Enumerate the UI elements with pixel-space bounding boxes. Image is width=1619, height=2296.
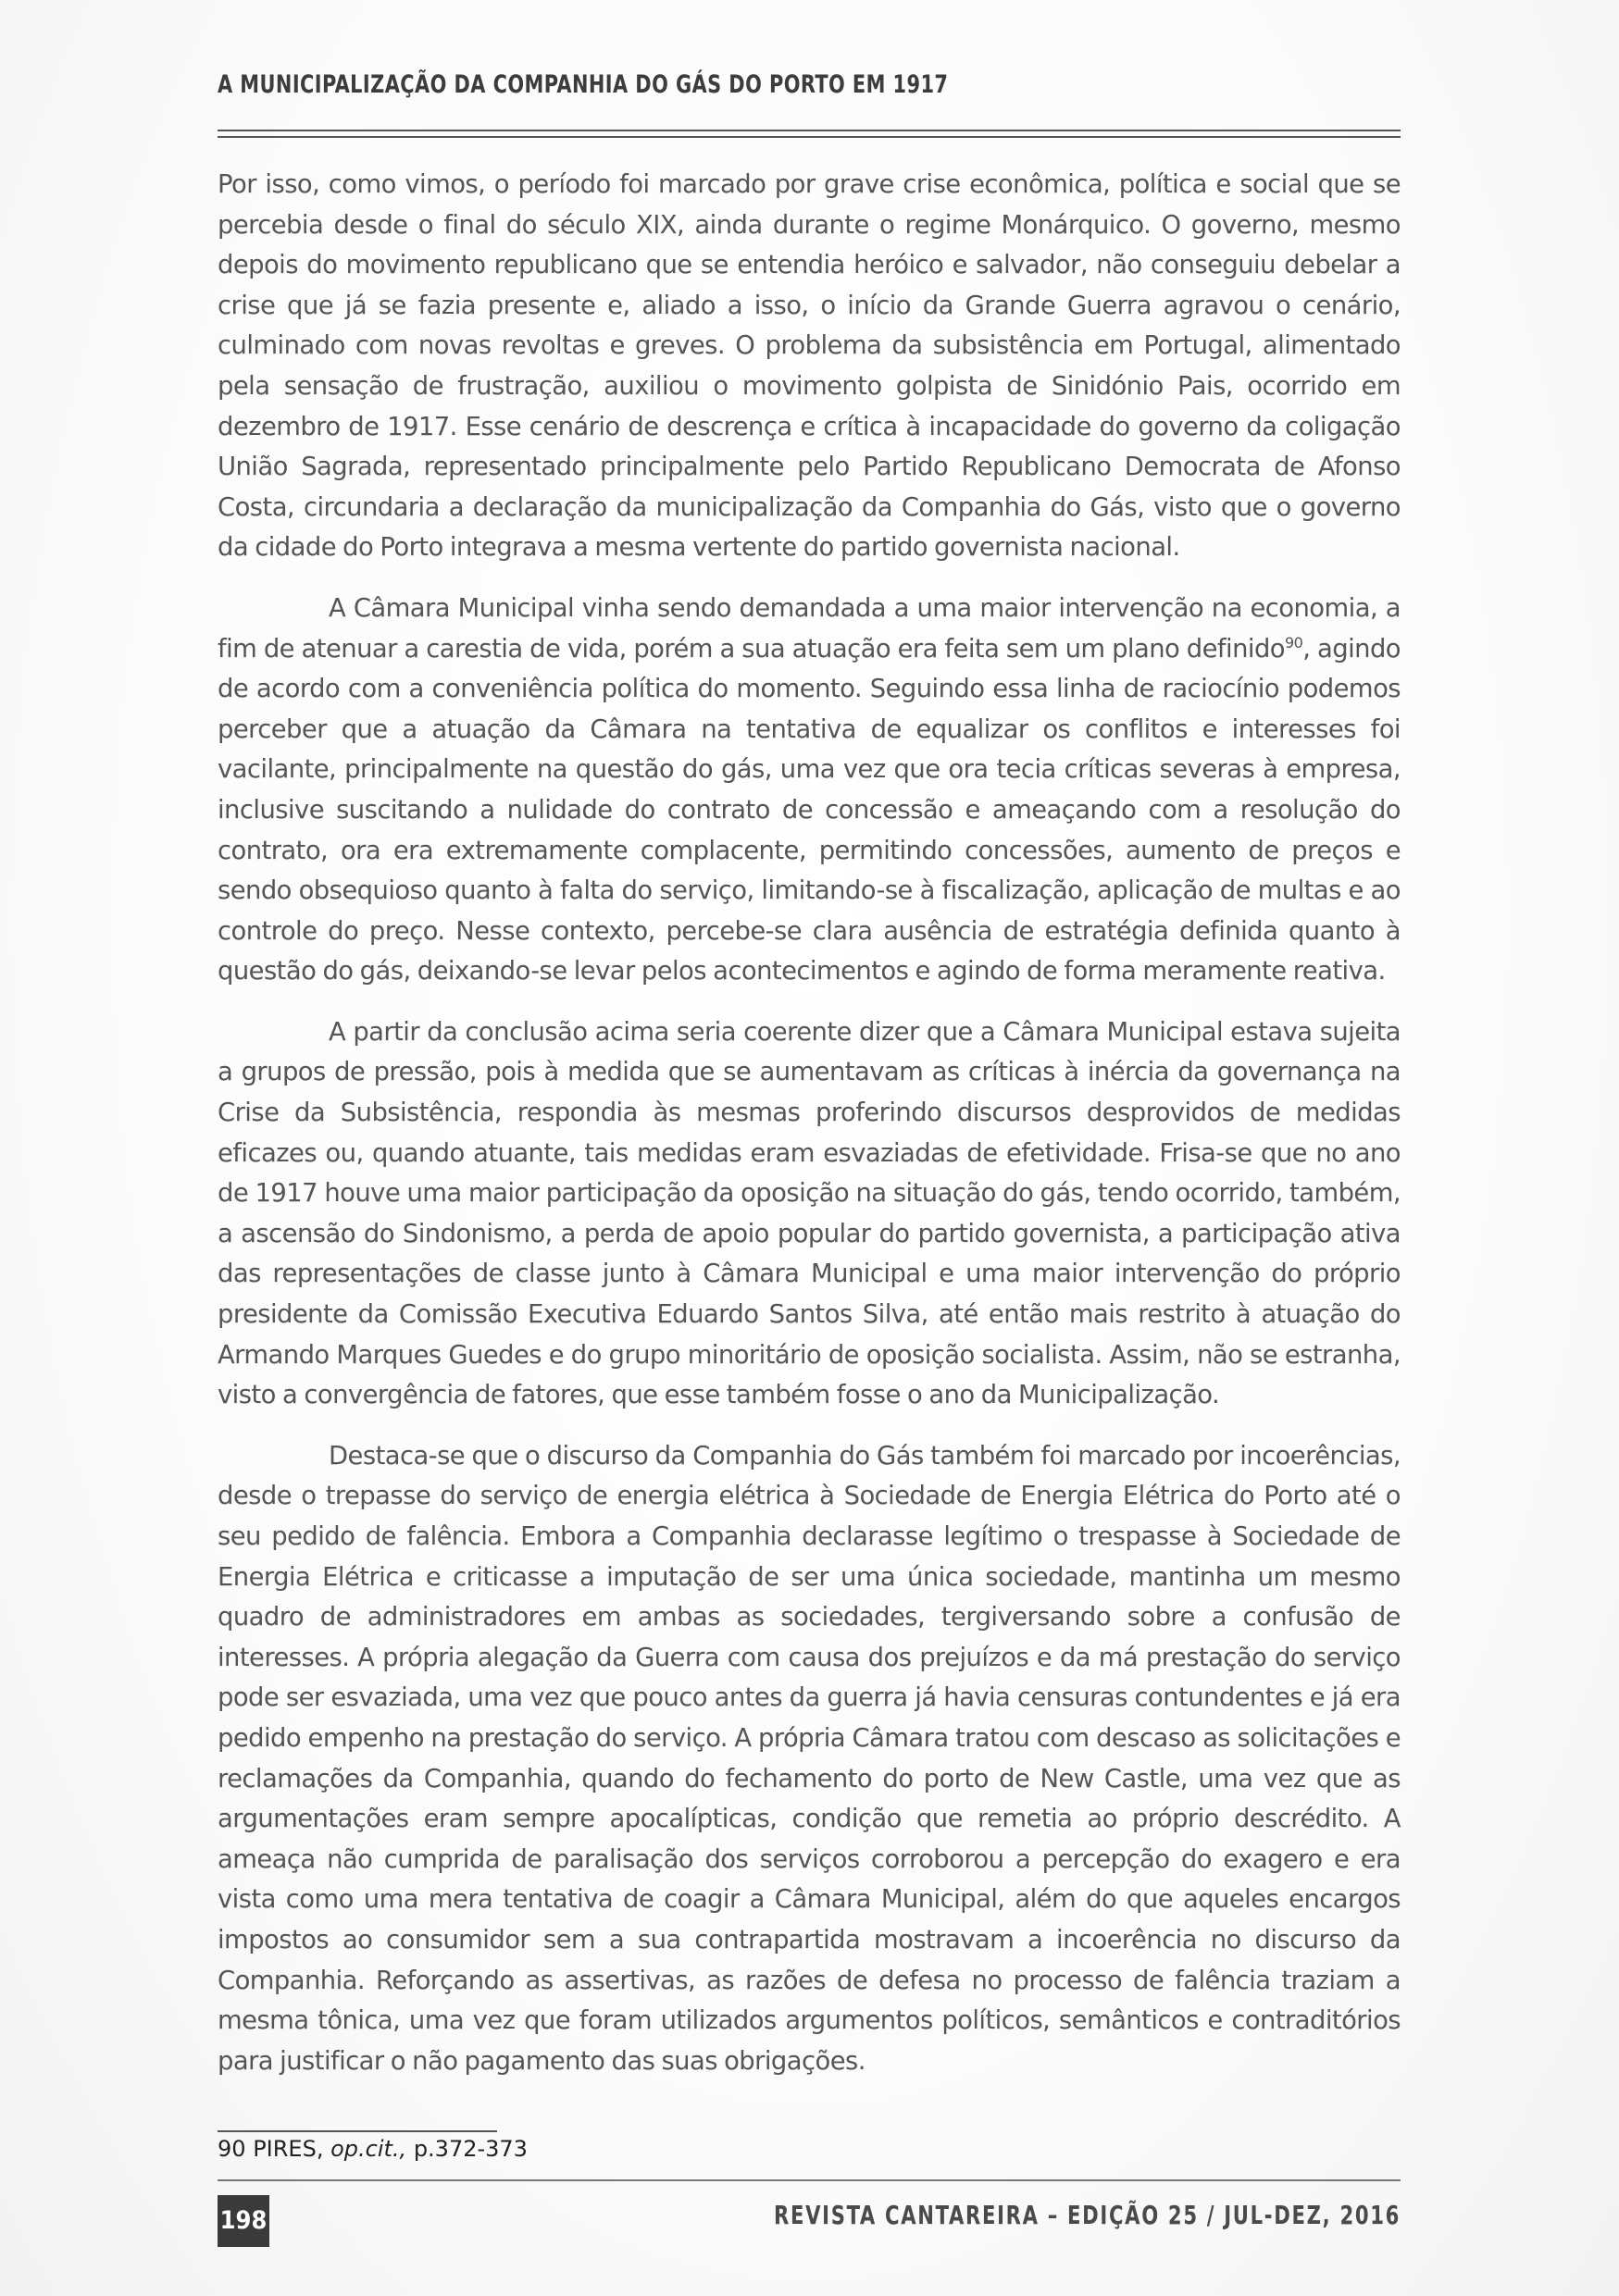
footnote xyxy=(218,2132,528,2166)
running-header: A MUNICIPALIZAÇÃO DA COMPANHIA DO GÁS DO PORTO EM 1917 xyxy=(218,70,949,99)
footer-rule xyxy=(218,2179,1401,2181)
paragraph-1: Por isso, como vimos, o período foi marcado por grave crise econômica, política e social que se percebia desde o final do século XIX, ainda durante o regime Monárquico. O governo, mesmo depois do movimento republicano que se entendia heróico e salvador, não conseguiu debelar a crise que já se fazia presente e, aliado a isso, o início da Grande Guerra agravou o cenário, culminado com novas revoltas e greves. O problema da subsistência em Portugal, alimentado pela sensação de frustração, auxiliou o movimento golpista de Sinidónio Pais, ocorrido em dezembro de 1917. Esse cenário de descrença e crítica à incapacidade do governo da coligação União Sagrada, representado principalmente pelo Partido Republicano Democrata de Afonso Costa, circundaria a declaração da municipalização da Companhia do Gás, visto que o governo da cidade do Porto integrava a mesma vertente do partido governista nacional. xyxy=(218,170,1401,563)
paragraph-2-text-b: , agindo de acordo com a conveniência política do momento. Seguindo essa linha de raciocínio podemos perceber que a atuação da Câmara na tentativa de equalizar os conflitos e interesses foi vacilante, principalmente na questão do gás, uma vez que ora tecia críticas severas à empresa, inclusive suscitando a nulidade do contrato de concessão e ameaçando com a resolução do contrato, ora era extremamente complacente, permitindo concessões, aumento de preços e sendo obsequioso quanto à falta do serviço, limitando-se à fiscalização, aplicação de multas e ao controle do preço. Nesse contexto, percebe-se clara ausência de estratégia definida quanto à questão do gás, deixando-se levar pelos acontecimentos e agindo de forma meramente reativa. xyxy=(218,634,1401,987)
footnote-ref: op.cit., xyxy=(330,2136,407,2162)
paragraph-2 xyxy=(218,589,1401,992)
page-number-badge: 198 xyxy=(218,2195,269,2247)
paragraph-4: Destaca-se que o discurso da Companhia do Gás também foi marcado por incoerências, desde o trepasse do serviço de energia elétrica à Sociedade de Energia Elétrica do Porto até o seu pedido de falência. Embora a Companhia declarasse legítimo o trespasse à Sociedade de Energia Elétrica e criticasse a imputação de ser uma única sociedade, mantinha um mesmo quadro de administradores em ambas as sociedades, tergiversando sobre a confusão de interesses. A própria alegação da Guerra com causa dos prejuízos e da má prestação do serviço pode ser esvaziada, uma vez que pouco antes da guerra já havia censuras contundentes e já era pedido empenho na prestação do serviço. A própria Câmara tratou com descaso as solicitações e reclamações da Companhia, quando do fechamento do porto de New Castle, uma vez que as argumentações eram sempre apocalípticas, condição que remetia ao próprio descrédito. A ameaça não cumprida de paralisação dos serviços corroborou a percepção do exagero e era vista como uma mera tentativa de coagir a Câmara Municipal, além do que aqueles encargos impostos ao consumidor sem a sua contrapartida mostravam a incoerência no discurso da Companhia. Reforçando as assertivas, as razões de defesa no processo de falência traziam a mesma tônica, uma vez que foram utilizados argumentos políticos, semânticos e contraditórios para justificar o não pagamento das suas obrigações. xyxy=(218,1441,1401,2076)
footnote-author: PIRES, xyxy=(253,2136,324,2162)
footnote-number: 90 xyxy=(218,2136,246,2162)
document-page xyxy=(218,0,1401,2296)
paragraph-2-text-a: A Câmara Municipal vinha sendo demandada a uma maior intervenção na economia, a fim de atenuar a carestia de vida, porém a sua atuação era feita sem um plano definido xyxy=(218,593,1401,664)
publication-footer: REVISTA CANTAREIRA – EDIÇÃO 25 / JUL-DEZ, 2016 xyxy=(773,2200,1401,2230)
article-body xyxy=(218,165,1401,2102)
paragraph-3: A partir da conclusão acima seria coerente dizer que a Câmara Municipal estava sujeita a grupos de pressão, pois à medida que se aumentavam as críticas à inércia da governança na Crise da Subsistência, respondia às mesmas proferindo discursos desprovidos de medidas eficazes ou, quando atuante, tais medidas eram esvaziadas de efetividade. Frisa-se que no ano de 1917 houve uma maior participação da oposição na situação do gás, tendo ocorrido, também, a ascensão do Sindonismo, a perda de apoio popular do partido governista, a participação ativa das representações de classe junto à Câmara Municipal e uma maior intervenção do próprio presidente da Comissão Executiva Eduardo Santos Silva, até então mais restrito à atuação do Armando Marques Guedes e do grupo minoritário de oposição socialista. Assim, não se estranha, visto a convergência de fatores, que esse também fosse o ano da Municipalização. xyxy=(218,1017,1401,1410)
footnote-pages: p.372-373 xyxy=(413,2136,528,2162)
header-double-rule xyxy=(218,130,1401,138)
footnote-reference: 90 xyxy=(1285,633,1303,652)
